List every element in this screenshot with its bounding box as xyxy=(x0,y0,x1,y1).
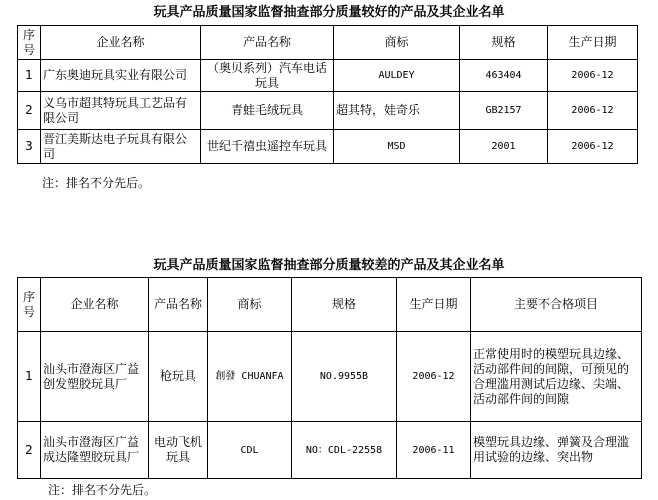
row-company: 汕头市澄海区广益创发塑胶玩具厂 xyxy=(41,332,149,422)
row-issue: 正常使用时的模塑玩具边缘、活动部件间的间隙，可预见的合理滥用测试后边缘、尖端、活动部件间的间隙 xyxy=(471,332,642,422)
header-date: 生产日期 xyxy=(397,278,471,332)
row-brand: 創發 CHUANFA xyxy=(208,332,292,422)
row-product: 世纪千禧虫遥控车玩具 xyxy=(201,130,334,164)
table-row xyxy=(18,60,638,92)
row-date: 2006-12 xyxy=(548,130,638,164)
row-no: 1 xyxy=(18,60,41,92)
table-row xyxy=(18,332,642,422)
row-issue: 模塑玩具边缘、弹簧及合理滥用试验的边缘、突出物 xyxy=(471,422,642,479)
row-product: 电动飞机玩具 xyxy=(149,422,208,479)
row-product: 青蛙毛绒玩具 xyxy=(201,92,334,130)
good-list-note: 注：排名不分先后。 xyxy=(42,176,151,190)
header-product: 产品名称 xyxy=(201,26,334,60)
poor-products-table xyxy=(17,277,642,479)
row-spec: 463404 xyxy=(460,60,548,92)
poor-list-note: 注：排名不分先后。 xyxy=(48,483,157,497)
row-product: 枪玩具 xyxy=(149,332,208,422)
row-no: 3 xyxy=(18,130,41,164)
header-company: 企业名称 xyxy=(41,26,201,60)
row-brand: 超其特，娃奇乐 xyxy=(334,92,460,130)
row-no: 2 xyxy=(18,92,41,130)
good-list-title: 玩具产品质量国家监督抽查部分质量较好的产品及其企业名单 xyxy=(153,5,505,20)
row-company: 晋江美斯达电子玩具有限公司 xyxy=(41,130,201,164)
row-company: 汕头市澄海区广益成达隆塑胶玩具厂 xyxy=(41,422,149,479)
table-row xyxy=(18,422,642,479)
header-spec: 规格 xyxy=(292,278,397,332)
row-product: （奥贝系列）汽车电话玩具 xyxy=(201,60,334,92)
row-date: 2006-12 xyxy=(397,332,471,422)
poor-header-row xyxy=(18,278,642,332)
row-brand: MSD xyxy=(334,130,460,164)
row-spec: NO：CDL-22558 xyxy=(292,422,397,479)
table-row xyxy=(18,92,638,130)
row-no: 1 xyxy=(18,332,41,422)
header-spec: 规格 xyxy=(460,26,548,60)
header-issue: 主要不合格项目 xyxy=(471,278,642,332)
header-no: 序号 xyxy=(18,278,41,332)
poor-list-title: 玩具产品质量国家监督抽查部分质量较差的产品及其企业名单 xyxy=(153,258,505,273)
header-brand: 商标 xyxy=(208,278,292,332)
good-products-table xyxy=(17,25,638,164)
row-brand: CDL xyxy=(208,422,292,479)
row-no: 2 xyxy=(18,422,41,479)
header-product: 产品名称 xyxy=(149,278,208,332)
good-header-row xyxy=(18,26,638,60)
header-date: 生产日期 xyxy=(548,26,638,60)
row-spec: GB2157 xyxy=(460,92,548,130)
header-no: 序号 xyxy=(18,26,41,60)
row-date: 2006-12 xyxy=(548,92,638,130)
row-date: 2006-12 xyxy=(548,60,638,92)
table-row xyxy=(18,130,638,164)
row-company: 义乌市超其特玩具工艺品有限公司 xyxy=(41,92,201,130)
row-brand: AULDEY xyxy=(334,60,460,92)
row-spec: NO.9955B xyxy=(292,332,397,422)
row-company: 广东奥迪玩具实业有限公司 xyxy=(41,60,201,92)
row-date: 2006-11 xyxy=(397,422,471,479)
header-company: 企业名称 xyxy=(41,278,149,332)
row-spec: 2001 xyxy=(460,130,548,164)
header-brand: 商标 xyxy=(334,26,460,60)
